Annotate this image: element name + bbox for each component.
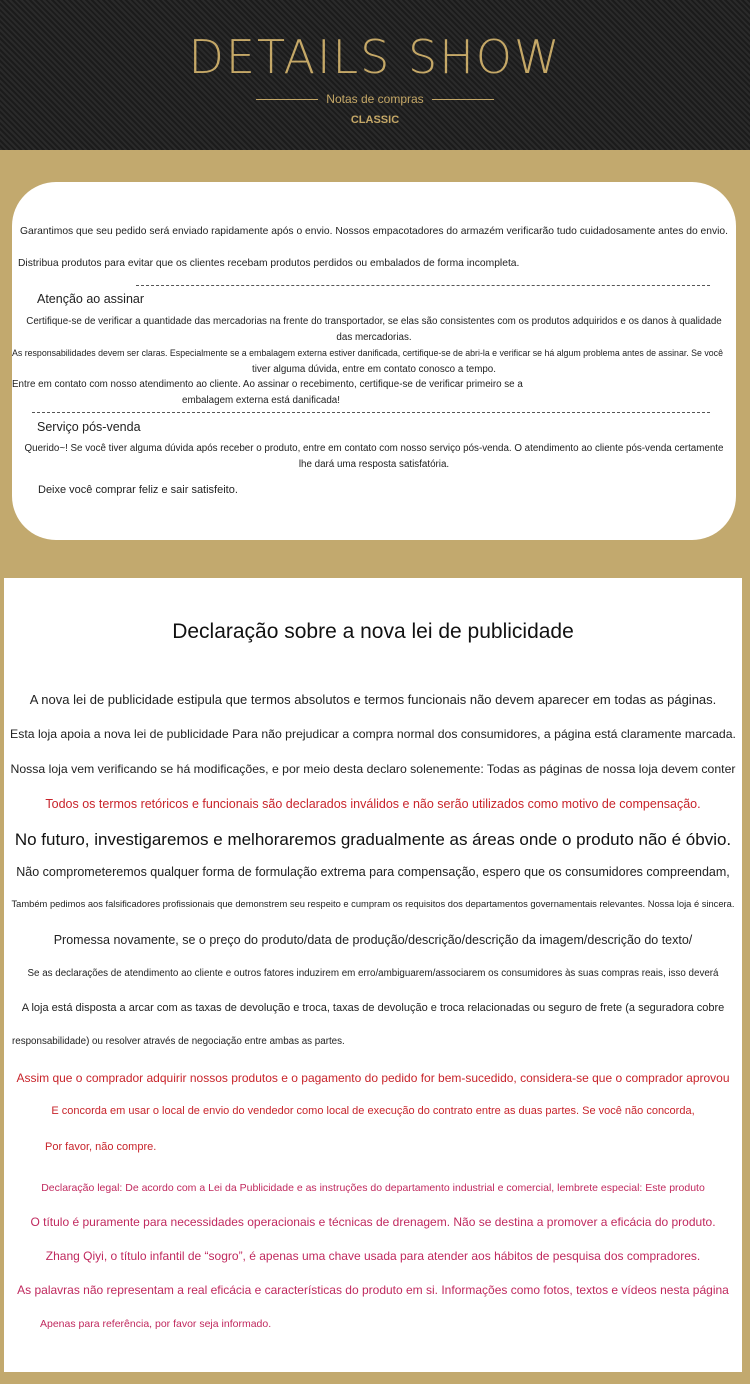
intro-line-2: Distribua produtos para evitar que os clientes recebam produtos perdidos ou embalados de forma incompleta. [18, 258, 520, 269]
classic-tag: CLASSIC [350, 114, 400, 126]
after-sales-line-2: lhe dará uma resposta satisfatória. [298, 459, 450, 470]
declaration-line: Esta loja apoia a nova lei de publicidade Para não prejudicar a compra normal dos consumidores, a página está claramente marcada. [10, 727, 736, 741]
divider [136, 285, 710, 286]
divider [32, 412, 710, 413]
sign-line-2: das mercadorias. [336, 332, 412, 343]
declaration-line: Também pedimos aos falsificadores profissionais que demonstrem seu respeito e cumpram os requisitos dos departamentos governamentais relevantes. Nossa loja é sincera. [11, 899, 735, 909]
declaration-line: Promessa novamente, se o preço do produto/data de produção/descrição/descrição da imagem/descrição do texto/ [53, 933, 693, 947]
sign-line-1: Certifique-se de verificar a quantidade das mercadorias na frente do transportador, se elas são consistentes com os produtos adquiridos e os danos à qualidade [26, 316, 722, 327]
ad-law-declaration-panel [4, 578, 742, 1372]
declaration-line: Não comprometeremos qualquer forma de formulação extrema para compensação, espero que os consumidores compreendam, [16, 865, 730, 879]
declaration-title: Declaração sobre a nova lei de publicidade [172, 620, 574, 643]
declaration-line: Todos os termos retóricos e funcionais são declarados inválidos e não serão utilizados como motivo de compensação. [45, 797, 701, 811]
declaration-line: Assim que o comprador adquirir nossos produtos e o pagamento do pedido for bem-sucedido, considera-se que o comprador aprovou [16, 1071, 730, 1085]
shopping-notes-card [12, 182, 736, 540]
sign-line-4: tiver alguma dúvida, entre em contato conosco a tempo. [252, 364, 496, 375]
declaration-line: Nossa loja vem verificando se há modificações, e por meio desta declaro solenemente: Todas as páginas de nossa loja devem conter [10, 762, 736, 776]
header-banner [0, 0, 750, 150]
sign-line-5: Entre em contato com nosso atendimento ao cliente. Ao assinar o recebimento, certifique-se de verificar primeiro se a [12, 379, 523, 390]
declaration-line: responsabilidade) ou resolver através de negociação entre ambas as partes. [12, 1036, 345, 1047]
declaration-line: Declaração legal: De acordo com a Lei da Publicidade e as instruções do departamento industrial e comercial, lembrete especial: Este produto [41, 1182, 705, 1194]
intro-line-1: Garantimos que seu pedido será enviado rapidamente após o envio. Nossos empacotadores do armazém verificarão tudo cuidadosamente antes do envio. [19, 226, 729, 237]
sign-section-title: Atenção ao assinar [37, 292, 145, 306]
declaration-line: A loja está disposta a arcar com as taxas de devolução e troca, taxas de devolução e troca relacionadas ou seguro de frete (a seguradora cobre [21, 1002, 725, 1014]
sign-line-6: embalagem externa está danificada! [182, 395, 340, 406]
declaration-line: Zhang Qiyi, o título infantil de “sogro”, é apenas uma chave usada para atender aos hábitos de pesquisa dos compradores. [45, 1249, 701, 1263]
closing-line: Deixe você comprar feliz e sair satisfeito. [38, 484, 238, 496]
subtitle-text: Notas de compras [326, 92, 424, 106]
declaration-line: E concorda em usar o local de envio do vendedor como local de execução do contrato entre as duas partes. Se você não concorda, [51, 1105, 695, 1117]
declaration-line: As palavras não representam a real eficácia e características do produto em si. Informações como fotos, textos e vídeos nesta página [17, 1283, 729, 1297]
declaration-line: Apenas para referência, por favor seja informado. [40, 1318, 272, 1330]
sign-line-3: As responsabilidades devem ser claras. Especialmente se a embalagem externa estiver danificada, certifique-se de abri-la e verificar se há algum problema antes de assinar. Se você [12, 348, 723, 358]
after-sales-line-1: Querido~! Se você tiver alguma dúvida após receber o produto, entre em contato com nosso serviço pós-venda. O atendimento ao cliente pós-venda certamente [24, 443, 724, 454]
page-subtitle [0, 92, 750, 106]
page-title: DETAILS SHOW [188, 30, 562, 84]
declaration-line: Por favor, não compre. [45, 1141, 157, 1153]
after-sales-title: Serviço pós-venda [37, 420, 141, 434]
declaration-line: A nova lei de publicidade estipula que termos absolutos e termos funcionais não devem aparecer em todas as páginas. [29, 692, 717, 707]
declaration-line: Se as declarações de atendimento ao cliente e outros fatores induzirem em erro/ambiguarem/associarem os consumidores às suas compras reais, isso deverá [27, 968, 719, 979]
declaration-line: No futuro, investigaremos e melhoraremos gradualmente as áreas onde o produto não é óbvio. [14, 830, 732, 849]
declaration-line: O título é puramente para necessidades operacionais e técnicas de drenagem. Não se destina a promover a eficácia do produto. [30, 1215, 716, 1229]
